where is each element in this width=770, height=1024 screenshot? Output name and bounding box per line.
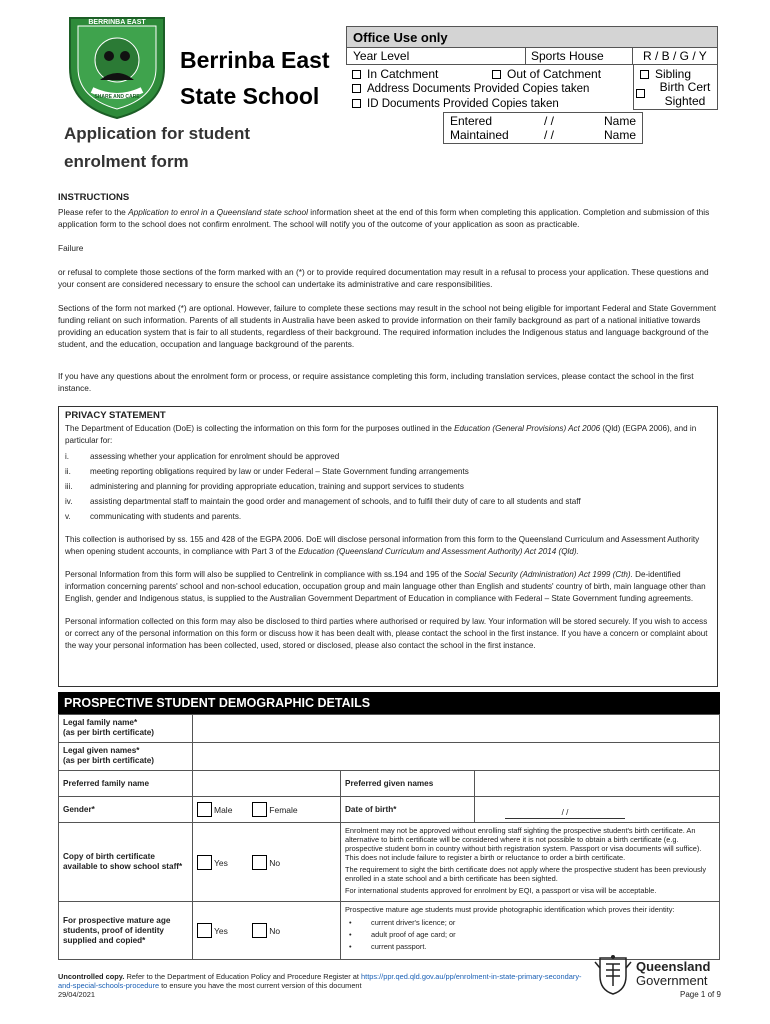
birth-note-2: The requirement to sight the birth certificate does not apply where the prospective student has been previously enrolled in a state school and a birth certificate has been sighted. [345, 865, 707, 883]
checkbox[interactable] [197, 802, 212, 817]
address-docs-option[interactable] [352, 82, 589, 96]
list-item-number: i. [65, 452, 70, 461]
qld-wordmark [636, 960, 710, 988]
instructions-p4: Sections of the form not marked (*) are optional. However, failure to complete these sections may result in the school not being eligible for important Federal and State Government funding reliant on such information. Parents of all students in Australia have been asked to provide information on their family background as part of a national initiative towards providing an education system that is fair to all students, regardless of their background. The required information includes the Indigenous status and language background of the student, and the education, occupation and language background of the parents. [58, 303, 717, 349]
instructions-p3: or refusal to complete those sections of the form marked with an (*) or to provide required documentation may result in a refusal to process your application. These questions and your consent are considered necessary to ensure the school can undertake its administrative and care responsibilities. [58, 267, 709, 289]
birth-cert-label [652, 80, 718, 108]
sports-house-label: Sports House [531, 49, 604, 63]
out-catchment-option[interactable] [492, 67, 601, 81]
entered-maintained-box [443, 112, 643, 144]
list-item-text: communicating with students and parents. [90, 512, 242, 521]
birth-cert-options [193, 823, 341, 902]
table-row [59, 771, 720, 797]
crest-text: BERRINBA EAST [88, 19, 146, 26]
house-codes: R / B / G / Y [643, 49, 707, 63]
birth-cert-text: Birth Cert [659, 80, 711, 94]
list-item-number: v. [65, 512, 71, 521]
birth-cert-yes-option[interactable]: Yes [197, 855, 250, 870]
entered-name[interactable]: Name [604, 114, 637, 128]
maintained-date[interactable]: / / [544, 128, 555, 142]
privacy-purpose-list [65, 451, 711, 526]
list-item [65, 451, 711, 466]
checkbox[interactable] [252, 923, 267, 938]
birth-cert-no-option[interactable]: No [252, 855, 305, 870]
checkbox[interactable] [352, 84, 361, 93]
table-row [59, 797, 720, 823]
entered-date[interactable]: / / [544, 114, 555, 128]
privacy-heading: PRIVACY STATEMENT [65, 410, 166, 421]
privacy-p4: Personal information collected on this form may also be disclosed to third parties where authorised or required by law. Your information will be stored securely. If you wish to access or correct any of the personal information on this form or discuss how it has been dealt with, please contact the school in the first instance. If you have a concern or complaint about the way your personal information has been collected, used, stored or disclosed, please also contact the school in the first instance. [65, 617, 708, 650]
mature-no-option[interactable]: No [252, 923, 305, 938]
sibling-option[interactable] [640, 67, 691, 81]
list-item-text: meeting reporting obligations required by law or under Federal – State Government funding arrangements [90, 467, 469, 476]
office-use-box [346, 26, 718, 146]
crest-motto: SHARE AND CARE [94, 94, 140, 100]
list-item-text: assessing whether your application for enrolment should be approved [90, 452, 340, 461]
given-names-label: Legal given names* (as per birth certificate) [59, 743, 193, 771]
birth-cert-note [341, 823, 720, 902]
mature-age-options [193, 902, 341, 960]
family-name-label: Legal family name* (as per birth certificate) [59, 715, 193, 743]
maintained-label: Maintained [450, 128, 509, 142]
privacy-intro: The Department of Education (DoE) is collecting the information on this form for the purposes outlined in the Education (General Provisions) Act 2006 (Qld) (EGPA 2006), and in particular for: [65, 424, 697, 445]
family-name-input[interactable] [193, 715, 720, 743]
demographic-heading: PROSPECTIVE STUDENT DEMOGRAPHIC DETAILS [58, 692, 720, 714]
mature-note-text: Prospective mature age students must provide photographic identification which proves their identity: [345, 905, 675, 914]
table-row [59, 823, 720, 902]
office-use-title: Office Use only [346, 26, 718, 48]
in-catchment-label: In Catchment [367, 67, 439, 81]
privacy-p2: This collection is authorised by ss. 155 and 428 of the EGPA 2006. DoE will disclose personal information from this form to the Queensland Curriculum and Assessment Authority when opening student accounts, in compliance with Part 3 of the Education (Queensland Curriculum and Assessment Authority) Act 2014 (Qld). [65, 535, 700, 556]
preferred-family-input[interactable] [193, 771, 341, 797]
sighted-text: Sighted [664, 94, 706, 108]
instructions-section [58, 192, 718, 406]
maintained-name[interactable]: Name [604, 128, 637, 142]
checkbox[interactable] [252, 802, 267, 817]
birth-cert-label: Copy of birth certificate available to show school staff* [59, 823, 193, 902]
demographic-section [58, 692, 720, 960]
dob-label: Date of birth* [341, 797, 475, 823]
list-item [65, 496, 711, 511]
qld-text-line1: Queensland [636, 959, 711, 974]
divider [525, 48, 526, 64]
checkbox[interactable] [640, 70, 649, 79]
table-row [59, 743, 720, 771]
instructions-p1: Please refer to the Application to enrol in a Queensland state school information sheet at the end of this form when completing this application. Completion and submission of this application form to the school does not confirm enrolment. The school will notify you of the outcome of your application as soon as practicable. [58, 207, 710, 229]
entered-label: Entered [450, 114, 493, 128]
school-name-line1: Berrinba East [180, 47, 330, 73]
list-item: • current passport. [349, 941, 715, 953]
gender-male-option[interactable]: Male [197, 802, 250, 817]
page-number: Page 1 of 9 [680, 990, 721, 999]
form-title-line1: Application for student [64, 124, 251, 143]
form-title [64, 120, 250, 176]
school-crest-logo [62, 10, 172, 120]
birth-cert-checkbox[interactable] [636, 86, 651, 100]
list-item: • current driver's licence; or [349, 917, 715, 929]
gender-options [193, 797, 341, 823]
id-docs-option[interactable] [352, 97, 559, 111]
instructions-p2: Failure [58, 243, 84, 253]
checkbox[interactable] [636, 89, 645, 98]
instructions-p5: If you have any questions about the enrolment form or process, or require assistance completing this form, including translation services, please contact the school in the first instance. [58, 371, 694, 393]
instructions-heading: INSTRUCTIONS [58, 192, 130, 203]
dob-input[interactable]: / / [475, 797, 720, 823]
mature-yes-option[interactable]: Yes [197, 923, 250, 938]
checkbox[interactable] [197, 855, 212, 870]
school-name [180, 42, 330, 114]
list-item-number: iii. [65, 482, 73, 491]
list-item [65, 511, 711, 526]
list-item: • adult proof of age card; or [349, 929, 715, 941]
gender-label: Gender* [59, 797, 193, 823]
queensland-government-logo [594, 954, 754, 998]
policy-link[interactable]: https://ppr.qed.qld.gov.au/pp/enrolment-in-state-primary-secondary-and-special-schools-procedure [58, 972, 582, 990]
list-item-text: assisting departmental staff to maintain the good order and management of schools, and to fulfil their duty of care to all students and staff [90, 497, 581, 506]
qld-crest-icon [594, 954, 632, 996]
year-level-label: Year Level [353, 49, 410, 63]
demographic-table [58, 714, 720, 960]
table-row [59, 902, 720, 960]
given-names-input[interactable] [193, 743, 720, 771]
footer-note: Uncontrolled copy. Refer to the Department of Education Policy and Procedure Register at https://ppr.qed.qld.gov.au/pp/enrolment-in-state-primary-secondary-and-special-schools-procedure to ensure you have the most current version of this document 29/04/2021 [58, 972, 588, 999]
address-docs-label: Address Documents Provided Copies taken [367, 83, 590, 95]
checkbox[interactable] [252, 855, 267, 870]
list-item-number: ii. [65, 467, 71, 476]
birth-cert-box [633, 64, 718, 110]
preferred-family-label: Preferred family name [59, 771, 193, 797]
list-item-text: administering and planning for providing appropriate education, training and support services to students [90, 482, 464, 491]
out-catchment-label: Out of Catchment [507, 67, 602, 81]
list-item-number: iv. [65, 497, 73, 506]
mature-age-label: For prospective mature age students, proof of identity supplied and copied* [59, 902, 193, 960]
birth-note-1: Enrolment may not be approved without enrolling staff sighting the prospective student's birth certificate. An alternative to birth certificate will be considered where it is not possible to obtain a birth certificate (e.g. prospective student born in country without birth registration system. Passport or visa documents will suffice). This does not include failure to register a birth or reluctance to order a birth certificate. [345, 826, 702, 862]
preferred-given-input[interactable] [475, 771, 720, 797]
footer-bold: Uncontrolled copy. [58, 972, 125, 981]
id-docs-label: ID Documents Provided Copies taken [367, 98, 559, 110]
privacy-p3: Personal Information from this form will also be supplied to Centrelink in compliance with ss.194 and 195 of the Social Security (Administration) Act 1999 (Cth). De-identified information concerning parents' school and non-school education, occupation group and main language other than English and students' country of birth, main language other than English, gender and Indigenous status, is supplied to the Australian Government Department of Education in compliance with Federal – State Government funding agreements. [65, 570, 706, 603]
checkbox[interactable] [492, 70, 501, 79]
preferred-given-label: Preferred given names [341, 771, 475, 797]
footer-date: 29/04/2021 [58, 990, 95, 999]
mature-id-list [349, 917, 715, 953]
qld-text-line2: Government [636, 973, 708, 988]
divider [632, 48, 633, 64]
form-title-line2: enrolment form [64, 152, 189, 171]
list-item [65, 466, 711, 481]
sibling-label: Sibling [655, 67, 692, 81]
mature-age-note [341, 902, 720, 960]
list-item [65, 481, 711, 496]
in-catchment-option[interactable] [352, 67, 438, 81]
birth-note-3: For international students approved for enrolment by EQI, a passport or visa will be acceptable. [345, 886, 657, 895]
office-row-year [346, 48, 718, 65]
checkbox[interactable] [352, 70, 361, 79]
checkbox[interactable] [352, 99, 361, 108]
school-name-line2: State School [180, 83, 320, 109]
privacy-statement-box [58, 406, 718, 687]
gender-female-option[interactable]: Female [252, 802, 305, 817]
checkbox[interactable] [197, 923, 212, 938]
table-row [59, 715, 720, 743]
